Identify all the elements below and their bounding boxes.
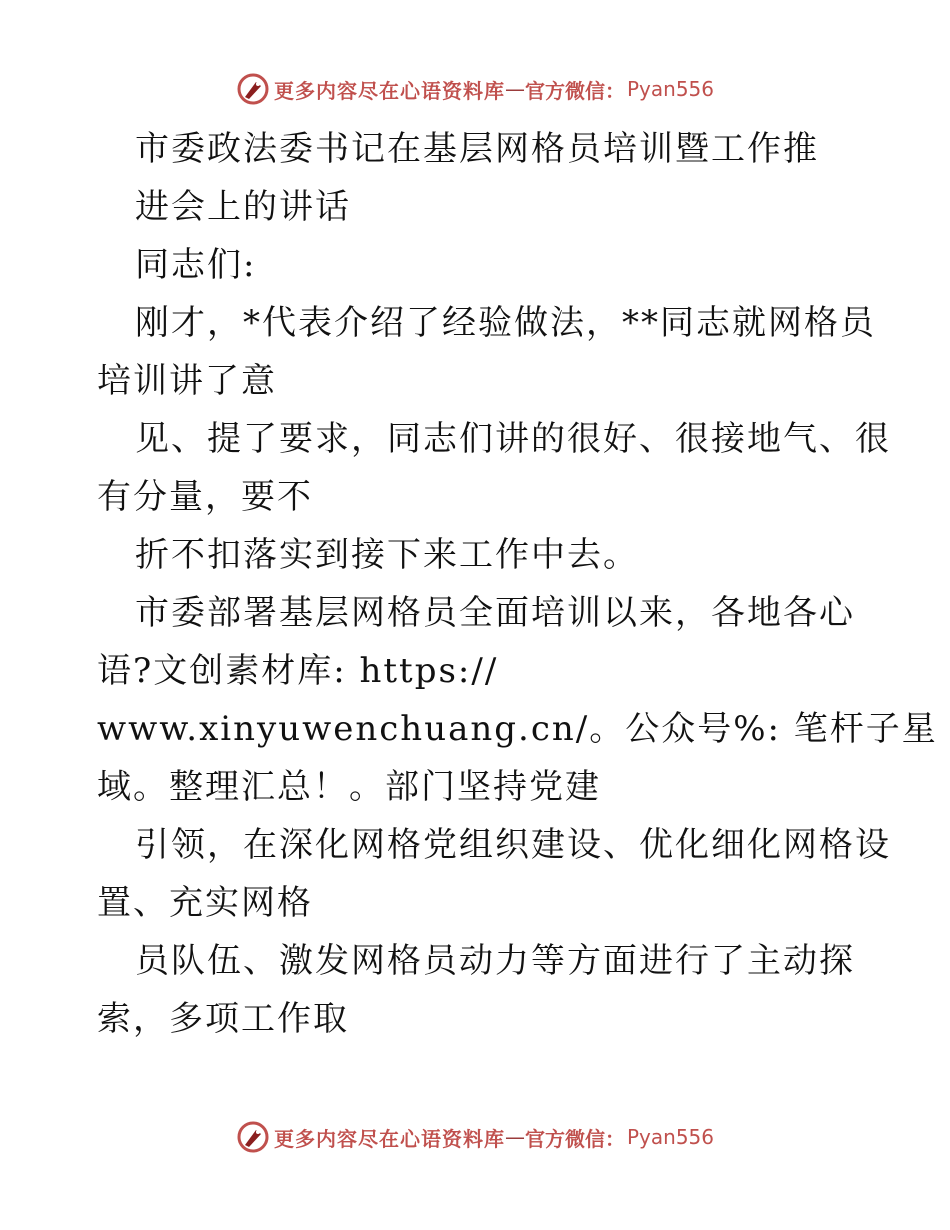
paragraph-line: 域。整理汇总！。部门坚持党建 (97, 767, 601, 807)
document-body (97, 120, 938, 1048)
banner-wechat-label: 官方微信： (524, 1126, 625, 1151)
paragraph-line: 折不扣落实到接下来工作中去。 (135, 535, 639, 575)
banner-wechat-account: Pyan556 (626, 77, 714, 101)
paragraph-line: 市委部署基层网格员全面培训以来，各地各心 (135, 593, 855, 633)
header-banner (0, 72, 950, 106)
paragraph-line: 刚才，*代表介绍了经验做法，**同志就网格员 (135, 303, 876, 343)
banner-wechat-label: 官方微信： (524, 78, 625, 103)
paragraph-line: 员队伍、激发网格员动力等方面进行了主动探 (135, 941, 855, 981)
pen-nib-logo-icon (236, 72, 270, 106)
salutation: 同志们: (135, 245, 257, 285)
footer-banner (0, 1120, 950, 1154)
banner-wechat-account: Pyan556 (626, 1125, 714, 1149)
pen-nib-logo-icon (236, 1120, 270, 1154)
paragraph-line: 有分量，要不 (97, 477, 313, 517)
document-title-line-2: 进会上的讲话 (135, 187, 351, 227)
paragraph-line: 引领，在深化网格党组织建设、优化细化网格设 (135, 825, 891, 865)
banner-separator: — (504, 1125, 525, 1149)
paragraph-line: www.xinyuwenchuang.cn/。公众号%: 笔杆子星 (97, 709, 938, 749)
banner-separator: — (504, 77, 525, 101)
banner-brand-text: 更多内容尽在心语资料库 (273, 1126, 505, 1151)
paragraph-line: 见、提了要求，同志们讲的很好、很接地气、很 (135, 419, 891, 459)
document-title-line-1: 市委政法委书记在基层网格员培训暨工作推 (135, 129, 819, 169)
paragraph-line: 培训讲了意 (97, 361, 277, 401)
paragraph-line: 索，多项工作取 (97, 999, 349, 1039)
banner-brand-text: 更多内容尽在心语资料库 (273, 78, 505, 103)
paragraph-line: 语?文创素材库: https:// (97, 651, 499, 691)
paragraph-line: 置、充实网格 (97, 883, 313, 923)
